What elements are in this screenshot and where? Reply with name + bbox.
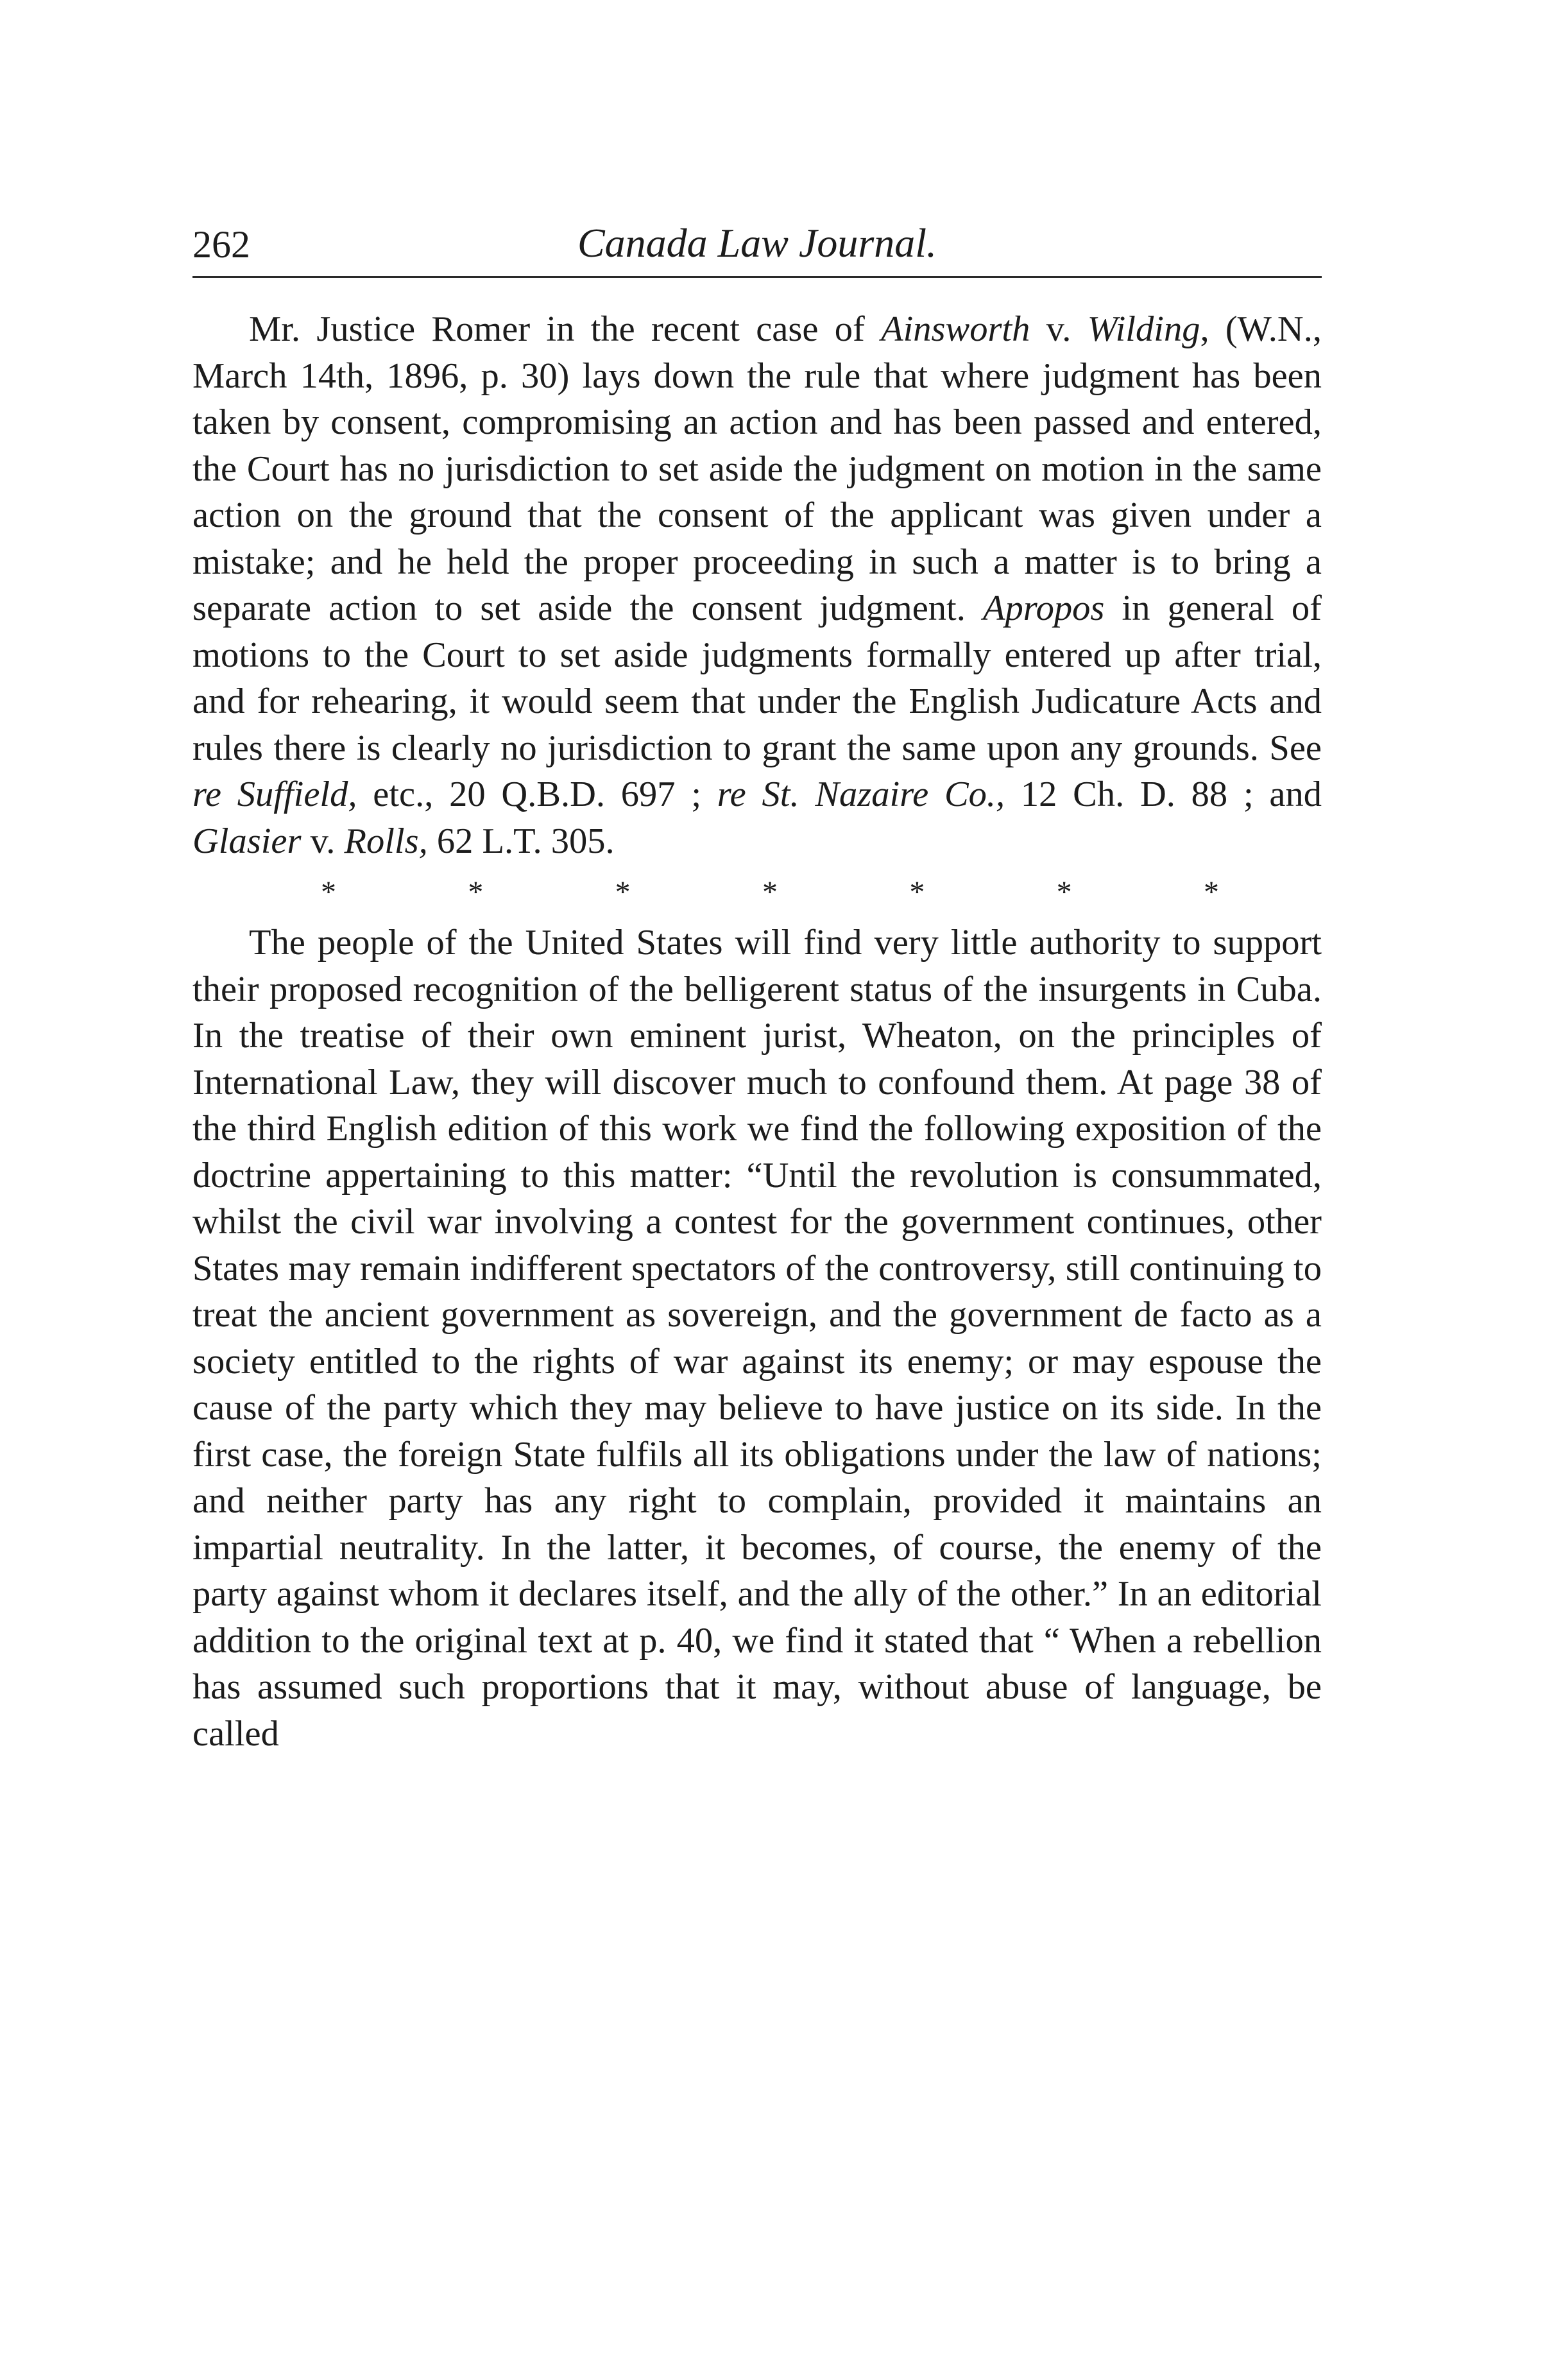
text-run: 12 Ch. D. 88 ; and (1005, 775, 1322, 814)
separator-star: * (468, 875, 484, 909)
separator-star: * (321, 875, 336, 909)
case-name: Glasier (192, 821, 302, 861)
separator-star: * (762, 875, 778, 909)
text-run: in general of motions to the Court to set aside judgments formally entered up after trial, and for rehearing, it would seem that under the English Judicature Acts and rules there is clearly no jurisdiction to grant the same upon any grounds. See (192, 588, 1322, 768)
section-separator (192, 868, 1322, 917)
text-run: 62 L.T. 305. (427, 821, 615, 861)
page-number: 262 (192, 223, 250, 266)
page-header (192, 193, 1322, 278)
text-run: v. (1030, 309, 1088, 349)
italic-term: Apropos (982, 588, 1105, 628)
journal-page (192, 193, 1322, 1757)
text-run: Mr. Justice Romer in the recent case of (249, 309, 882, 349)
text-run: etc., 20 Q.B.D. 697 ; (357, 775, 717, 814)
case-name: re Suffield, (192, 775, 357, 814)
case-name: re St. Nazaire Co., (717, 775, 1005, 814)
text-run: v. (301, 821, 345, 861)
paragraph-cuba-belligerency: The people of the United States will find very little authority to support their proposed recognition of the belligerent status of the insurgents in Cuba. In the treatise of their own eminent jurist, Wheaton, on the principles of International Law, they will discover much to confound them. At page 38 of the third English edition of this work we find the following exposition of the doctrine appertaining to this matter: “Until the revolution is consummated, whilst the civil war involving a contest for the government continues, other States may remain indifferent spectators of the controversy, still continuing to treat the ancient government as sovereign, and the government de facto as a society entitled to the rights of war against its enemy; or may espouse the cause of the party which they may believe to have justice on its side. In the first case, the foreign State fulfils all its obligations under the law of nations; and neither party has any right to complain, provided it maintains an impartial neutrality. In the latter, it becomes, of course, the enemy of the party against whom it declares itself, and the ally of the other.” In an editorial addition to the original text at p. 40, we find it stated that “ When a rebellion has assumed such proportions that it may, without abuse of language, be called (192, 923, 1322, 1754)
case-name: Wilding (1087, 309, 1200, 349)
separator-star: * (909, 875, 925, 909)
paragraph-romer-judgment (192, 306, 1322, 864)
separator-star: * (1203, 875, 1219, 909)
journal-title: Canada Law Journal. (577, 220, 937, 266)
separator-star: * (1056, 875, 1072, 909)
separator-star: * (615, 875, 631, 909)
text-run: , (W.N., March 14th, 1896, p. 30) lays down the rule that where judgment has been taken by consent, compromising an action and has been passed and entered, the Court has no jurisdiction to set aside the judgment on motion in the same action on the ground that the consent of the applicant was given under a mistake; and he held the proper proceeding in such a matter is to bring a separate action to set aside the consent judgment. (192, 309, 1322, 628)
case-name: Ainsworth (881, 309, 1030, 349)
case-name: Rolls, (344, 821, 428, 861)
